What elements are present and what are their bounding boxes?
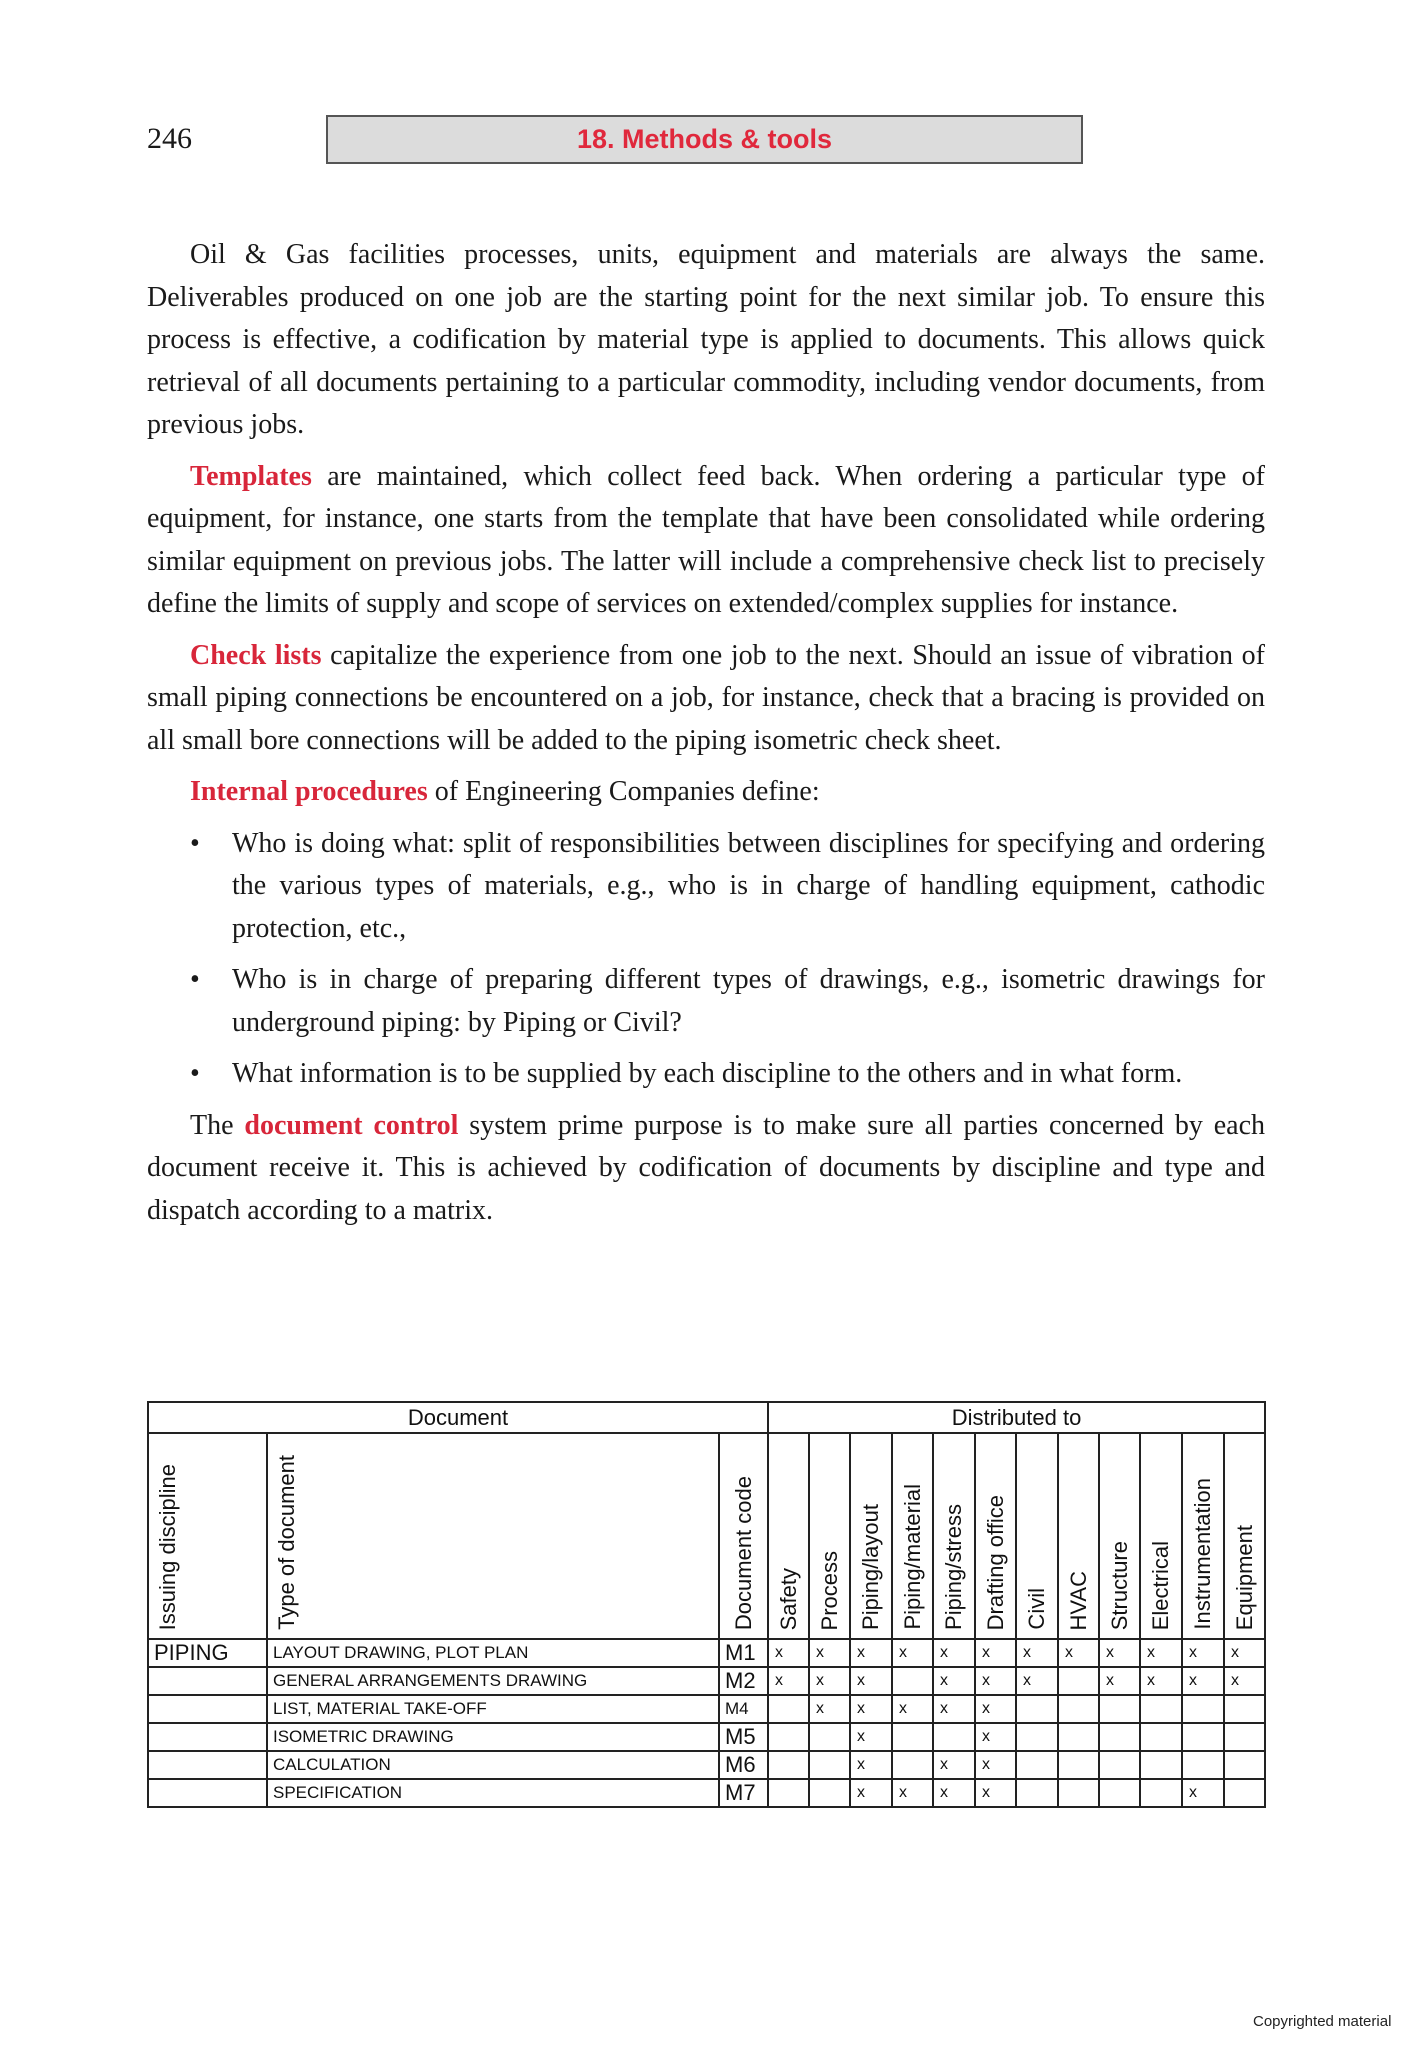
group-distributed-to: Distributed to [768, 1402, 1265, 1433]
distribution-mark-cell: x [1099, 1667, 1140, 1695]
header-instrumentation: Instrumentation [1182, 1433, 1224, 1639]
document-code-cell: M2 [719, 1667, 768, 1695]
table-row [148, 1779, 1265, 1807]
distribution-mark-cell: x [975, 1695, 1016, 1723]
distribution-mark-cell: x [1182, 1667, 1224, 1695]
issuing-discipline-cell [148, 1667, 267, 1695]
list-item: • What information is to be supplied by each discipline to the others and in what form. [147, 1053, 1265, 1096]
issuing-discipline-cell [148, 1723, 267, 1751]
distribution-mark-cell: x [1099, 1639, 1140, 1667]
distribution-mark-cell [1016, 1779, 1058, 1807]
distribution-mark-cell: x [809, 1695, 850, 1723]
distribution-mark-cell: x [933, 1779, 975, 1807]
document-type-cell: CALCULATION [267, 1751, 719, 1779]
distribution-mark-cell [768, 1779, 809, 1807]
document-code-cell: M6 [719, 1751, 768, 1779]
distribution-mark-cell [1058, 1779, 1099, 1807]
distribution-mark-cell: x [975, 1723, 1016, 1751]
term-templates: Templates [190, 460, 312, 492]
distribution-mark-cell: x [850, 1779, 892, 1807]
distribution-mark-cell [1224, 1723, 1265, 1751]
issuing-discipline-cell [148, 1751, 267, 1779]
header-equipment: Equipment [1224, 1433, 1265, 1639]
distribution-mark-cell: x [975, 1639, 1016, 1667]
chapter-title: 18. Methods & tools [576, 124, 833, 154]
distribution-mark-cell: x [933, 1695, 975, 1723]
header-safety: Safety [768, 1433, 809, 1639]
distribution-mark-cell [768, 1695, 809, 1723]
distribution-matrix [147, 1401, 1266, 1808]
bullet-icon: • [190, 964, 200, 995]
table-row [148, 1639, 1265, 1667]
table-row [148, 1667, 1265, 1695]
distribution-mark-cell: x [809, 1667, 850, 1695]
distribution-mark-cell [809, 1751, 850, 1779]
header-structure: Structure [1099, 1433, 1140, 1639]
distribution-mark-cell [1099, 1695, 1140, 1723]
header-hvac: HVAC [1058, 1433, 1099, 1639]
distribution-mark-cell [1016, 1751, 1058, 1779]
distribution-mark-cell [809, 1723, 850, 1751]
paragraph-document-control: The document control system prime purpose is to make sure all parties concerned by each document receive it. This is achieved by codification of documents by discipline and type and dispatch according to a matrix. [147, 1109, 1265, 1226]
distribution-mark-cell [1058, 1751, 1099, 1779]
body-text [147, 234, 1265, 1241]
group-document: Document [148, 1402, 768, 1433]
header-electrical: Electrical [1140, 1433, 1182, 1639]
distribution-mark-cell: x [850, 1723, 892, 1751]
document-code-cell: M7 [719, 1779, 768, 1807]
term-document-control: document control [244, 1109, 459, 1141]
header-drafting-office: Drafting office [975, 1433, 1016, 1639]
distribution-mark-cell: x [1182, 1639, 1224, 1667]
header-issuing-discipline: Issuing discipline [148, 1433, 267, 1639]
paragraph-intro: Oil & Gas facilities processes, units, equipment and materials are always the same. Deliverables produced on one job are the starting point for the next similar job. To ensure this process is effective, a codification by material type is applied to documents. This allows quick retrieval of all documents pertaining to a particular commodity, including vendor documents, from previous jobs. [147, 239, 1265, 440]
distribution-mark-cell [1099, 1779, 1140, 1807]
distribution-mark-cell: x [1224, 1667, 1265, 1695]
header-civil: Civil [1016, 1433, 1058, 1639]
distribution-mark-cell [1182, 1695, 1224, 1723]
distribution-mark-cell [1140, 1695, 1182, 1723]
distribution-mark-cell [892, 1723, 933, 1751]
header-document-code: Document code [719, 1433, 768, 1639]
document-code-cell: M5 [719, 1723, 768, 1751]
distribution-mark-cell [1058, 1667, 1099, 1695]
distribution-mark-cell: x [850, 1639, 892, 1667]
distribution-mark-cell [1140, 1751, 1182, 1779]
distribution-mark-cell [933, 1723, 975, 1751]
bullet-icon: • [190, 1058, 200, 1089]
term-check-lists: Check lists [190, 639, 322, 671]
distribution-mark-cell: x [975, 1751, 1016, 1779]
distribution-mark-cell [1058, 1723, 1099, 1751]
document-type-cell: LAYOUT DRAWING, PLOT PLAN [267, 1639, 719, 1667]
distribution-mark-cell: x [809, 1639, 850, 1667]
list-item: • Who is in charge of preparing different types of drawings, e.g., isometric drawings for underground piping: by Piping or Civil? [147, 959, 1265, 1044]
distribution-mark-cell [1182, 1751, 1224, 1779]
paragraph-templates-text: are maintained, which collect feed back. When ordering a particular type of equipment, for instance, one starts from the template that have been consolidated while ordering similar equipment on previous jobs. The latter will include a comprehensive check list to precisely define the limits of supply and scope of services on extended/complex supplies for instance. [147, 460, 1265, 619]
issuing-discipline-cell [148, 1779, 267, 1807]
bullet-list [147, 823, 1265, 1096]
chapter-header [326, 115, 1083, 164]
distribution-mark-cell: x [1140, 1639, 1182, 1667]
document-type-cell: ISOMETRIC DRAWING [267, 1723, 719, 1751]
distribution-mark-cell [768, 1723, 809, 1751]
distribution-mark-cell: x [850, 1751, 892, 1779]
paragraph-internal-procedures-text: of Engineering Companies define: [427, 776, 820, 807]
distribution-mark-cell [1016, 1695, 1058, 1723]
distribution-mark-cell: x [1058, 1639, 1099, 1667]
copyright-notice: Copyrighted material [1253, 2013, 1392, 2030]
distribution-mark-cell [1058, 1695, 1099, 1723]
distribution-mark-cell [809, 1779, 850, 1807]
distribution-mark-cell: x [768, 1667, 809, 1695]
distribution-mark-cell: x [768, 1639, 809, 1667]
header-piping-stress: Piping/stress [933, 1433, 975, 1639]
distribution-mark-cell [768, 1751, 809, 1779]
distribution-mark-cell: x [975, 1779, 1016, 1807]
distribution-mark-cell: x [1016, 1667, 1058, 1695]
table-row [148, 1695, 1265, 1723]
header-type-of-document: Type of document [267, 1433, 719, 1639]
distribution-mark-cell: x [892, 1779, 933, 1807]
distribution-mark-cell: x [1140, 1667, 1182, 1695]
distribution-mark-cell: x [933, 1751, 975, 1779]
document-type-cell: LIST, MATERIAL TAKE-OFF [267, 1695, 719, 1723]
page-number: 246 [147, 122, 192, 155]
distribution-mark-cell: x [892, 1695, 933, 1723]
table-row [148, 1723, 1265, 1751]
distribution-mark-cell [1224, 1751, 1265, 1779]
distribution-mark-cell [1099, 1723, 1140, 1751]
distribution-mark-cell: x [1224, 1639, 1265, 1667]
distribution-mark-cell [1140, 1779, 1182, 1807]
distribution-mark-cell: x [1182, 1779, 1224, 1807]
paragraph-templates [147, 456, 1265, 626]
distribution-mark-cell: x [1016, 1639, 1058, 1667]
paragraph-check-lists [147, 635, 1265, 763]
distribution-mark-cell [1016, 1723, 1058, 1751]
matrix-body [148, 1639, 1265, 1807]
paragraph-check-lists-text: capitalize the experience from one job to the next. Should an issue of vibration of small piping connections be encountered on a job, for instance, check that a bracing is provided on all small bore connections will be added to the piping isometric check sheet. [147, 639, 1265, 756]
distribution-mark-cell [892, 1751, 933, 1779]
term-internal-procedures: Internal procedures [190, 776, 428, 807]
distribution-mark-cell: x [850, 1667, 892, 1695]
table-row [148, 1751, 1265, 1779]
list-item: • Who is doing what: split of responsibilities between disciplines for specifying and ordering the various types of materials, e.g., who is in charge of handling equipment, cathodic protection, etc., [147, 823, 1265, 951]
distribution-mark-cell: x [892, 1639, 933, 1667]
header-piping-layout: Piping/layout [850, 1433, 892, 1639]
distribution-mark-cell: x [933, 1667, 975, 1695]
distribution-mark-cell: x [850, 1695, 892, 1723]
bullet-icon: • [190, 827, 200, 859]
document-type-cell: SPECIFICATION [267, 1779, 719, 1807]
distribution-mark-cell [1099, 1751, 1140, 1779]
distribution-mark-cell [1224, 1779, 1265, 1807]
distribution-mark-cell [892, 1667, 933, 1695]
distribution-mark-cell [1182, 1723, 1224, 1751]
document-type-cell: GENERAL ARRANGEMENTS DRAWING [267, 1667, 719, 1695]
document-code-cell: M4 [719, 1695, 768, 1723]
document-code-cell: M1 [719, 1639, 768, 1667]
distribution-mark-cell: x [975, 1667, 1016, 1695]
issuing-discipline-cell: PIPING [148, 1639, 267, 1667]
distribution-mark-cell: x [933, 1639, 975, 1667]
paragraph-internal-procedures [147, 771, 1265, 814]
issuing-discipline-cell [148, 1695, 267, 1723]
header-piping-material: Piping/material [892, 1433, 933, 1639]
distribution-mark-cell [1140, 1723, 1182, 1751]
distribution-mark-cell [1224, 1695, 1265, 1723]
header-process: Process [809, 1433, 850, 1639]
